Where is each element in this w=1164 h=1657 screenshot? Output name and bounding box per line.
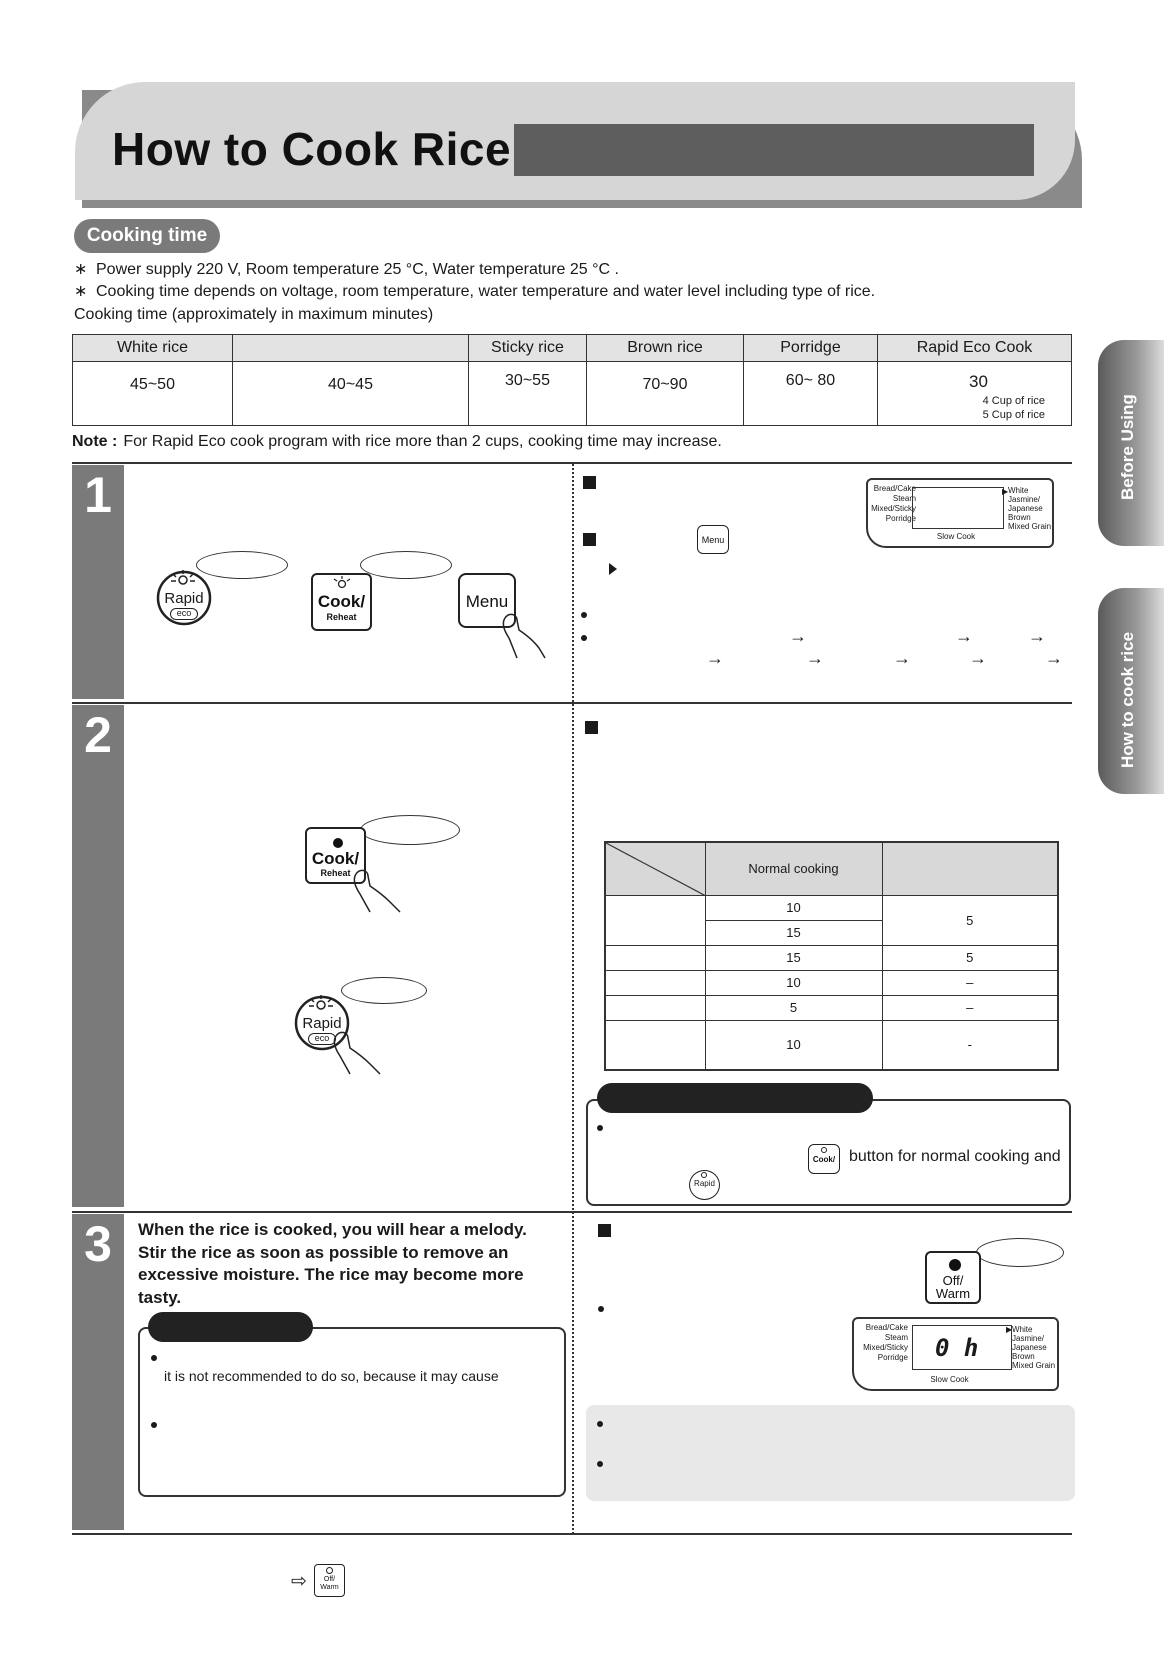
table-cell: 15: [705, 920, 882, 945]
table-row: [605, 895, 1058, 920]
arrow-icon: →: [893, 648, 911, 668]
table-header: [882, 842, 1058, 895]
table-cell-rapid: 30 4 Cup of rice 5 Cup of rice: [878, 362, 1072, 426]
table-cell: 10: [705, 895, 882, 920]
indicator-light-icon: [949, 1259, 961, 1271]
column-divider: [572, 464, 574, 1534]
bullet-dot: [581, 612, 587, 618]
step-1-number: 1: [84, 467, 112, 523]
bullet-square: [583, 533, 596, 546]
bullet-dot: [597, 1125, 603, 1131]
table-row: [605, 1020, 1058, 1070]
table-row: [605, 945, 1058, 970]
table-header: Sticky rice: [469, 335, 587, 362]
arrow-icon: →: [1028, 626, 1046, 646]
display-screen: [912, 1325, 1012, 1370]
panel-marker-icon: ▶: [1006, 1325, 1013, 1334]
table-header: Rapid Eco Cook: [878, 335, 1072, 362]
bullet-square: [585, 721, 598, 734]
finger-icon: [352, 868, 406, 914]
table-cell: 5: [882, 945, 1058, 970]
table-cell: 70~90: [587, 362, 744, 426]
caution-tab: [148, 1312, 313, 1342]
table-cell: [605, 970, 705, 995]
caution-box: [138, 1327, 566, 1497]
play-marker-icon: [609, 563, 617, 575]
table-cell: 30~55: [469, 362, 587, 426]
table-cell: 10: [705, 970, 882, 995]
table-cell: 10: [705, 1020, 882, 1070]
menu-icon: Menu: [697, 525, 729, 554]
step-2-bar: [72, 705, 124, 1207]
table-cell: –: [882, 995, 1058, 1020]
bullet-dot: [151, 1422, 157, 1428]
table-header: Brown rice: [587, 335, 744, 362]
bullet-dot: [597, 1461, 603, 1467]
finger-icon: [499, 612, 549, 660]
step-3-instruction: When the rice is cooked, you will hear a melody. Stir the rice as soon as possible to remove an excessive moisture. The rice may become more tasty.: [138, 1220, 527, 1307]
caution-text: it is not recommended to do so, because it may cause: [164, 1368, 499, 1384]
bullet-square: [598, 1224, 611, 1237]
off-warm-button[interactable]: Off/ Warm: [925, 1251, 981, 1304]
table-header: White rice: [73, 335, 233, 362]
table-header: Porridge: [744, 335, 878, 362]
star-icon: ∗: [74, 261, 88, 278]
finger-icon: [332, 1030, 386, 1076]
rapid-eco-button[interactable]: Rapid eco: [155, 570, 213, 626]
table-header: [233, 335, 469, 362]
light-burst-icon: [327, 576, 357, 590]
arrow-icon: →: [969, 648, 987, 668]
display-panel: Bread/Cake Steam Mixed/Sticky Porridge 0 h ▶ White Jasmine/ Japanese Brown Mixed Grain Slow Cook: [852, 1317, 1059, 1391]
tips-box: [586, 1405, 1075, 1501]
tab-how-to-cook-rice[interactable]: How to cook rice: [1098, 588, 1164, 794]
table-cell: 60~ 80: [744, 362, 878, 426]
table-cell: 5: [882, 895, 1058, 945]
step2-time-table: [604, 841, 1059, 1071]
rapid-icon: Rapid: [689, 1170, 720, 1200]
notice-text: button for normal cooking and: [849, 1148, 1061, 1165]
table-cell: 45~50: [73, 362, 233, 426]
table-cell: –: [882, 970, 1058, 995]
table-cell: [605, 945, 705, 970]
diagonal-line-icon: [606, 843, 706, 896]
arrow-icon: →: [789, 626, 807, 646]
arrow-icon: →: [806, 648, 824, 668]
cook-reheat-button[interactable]: Cook/ Reheat: [311, 573, 372, 631]
table-cell: [605, 1020, 705, 1070]
off-warm-icon: Off/ Warm: [314, 1564, 345, 1597]
header-title-bar: [514, 124, 1034, 176]
display-panel: Bread/Cake Steam Mixed/Sticky Porridge ▶ White Jasmine/ Japanese Brown Mixed Grain Slow Cook: [866, 478, 1054, 548]
cook-icon: Cook/: [808, 1144, 840, 1174]
table-row: [605, 995, 1058, 1020]
table-header-row: [605, 842, 1058, 895]
tab-before-using[interactable]: Before Using: [1098, 340, 1164, 546]
speech-bubble: [360, 551, 452, 579]
bullet-dot: [597, 1421, 603, 1427]
table-cell: -: [882, 1020, 1058, 1070]
time-readout: 0 h: [935, 1334, 979, 1362]
star-icon: ∗: [74, 283, 88, 300]
table-corner-cell: [605, 842, 705, 895]
display-screen: [912, 487, 1004, 529]
speech-bubble: [976, 1238, 1064, 1267]
menu-button[interactable]: Menu: [458, 573, 516, 628]
speech-bubble: [341, 977, 427, 1004]
table-row: [605, 970, 1058, 995]
cooking-time-pill: Cooking time: [74, 219, 220, 253]
table-cell: 15: [705, 945, 882, 970]
table-cell: 5: [705, 995, 882, 1020]
table-cell: [605, 995, 705, 1020]
notice-tab: [597, 1083, 873, 1113]
table-header-row: [73, 335, 1072, 362]
bullet-dot: [581, 635, 587, 641]
panel-marker-icon: ▶: [1002, 487, 1009, 496]
speech-bubble: [360, 815, 460, 845]
step-3-number: 3: [84, 1216, 112, 1272]
cooking-time-table: [72, 334, 1072, 426]
arrow-icon: →: [955, 626, 973, 646]
arrow-icon: →: [1045, 648, 1063, 668]
cooking-note-1: ∗ Power supply 220 V, Room temperature 25 °C, Water temperature 25 °C .: [74, 261, 619, 278]
bullet-dot: [598, 1306, 604, 1312]
step-2-number: 2: [84, 707, 112, 763]
arrow-right-icon: ⇨: [291, 1571, 307, 1592]
table-cell: 40~45: [233, 362, 469, 426]
page-title: How to Cook Rice: [112, 123, 512, 175]
arrow-icon: →: [706, 648, 724, 668]
indicator-light-icon: [333, 838, 343, 848]
rapid-eco-note: Note : For Rapid Eco cook program with rice more than 2 cups, cooking time may increase.: [72, 433, 722, 450]
cooking-time-caption: Cooking time (approximately in maximum minutes): [74, 306, 434, 323]
bullet-square: [583, 476, 596, 489]
rapid-eco-button[interactable]: Rapid eco: [293, 995, 351, 1051]
cook-reheat-button[interactable]: Cook/ Reheat: [305, 827, 366, 884]
table-row: [73, 362, 1072, 426]
table-cell: [605, 895, 705, 945]
bullet-dot: [151, 1355, 157, 1361]
cooking-note-2: ∗ Cooking time depends on voltage, room temperature, water temperature and water level including type of rice.: [74, 283, 876, 300]
table-header: Normal cooking: [705, 842, 882, 895]
